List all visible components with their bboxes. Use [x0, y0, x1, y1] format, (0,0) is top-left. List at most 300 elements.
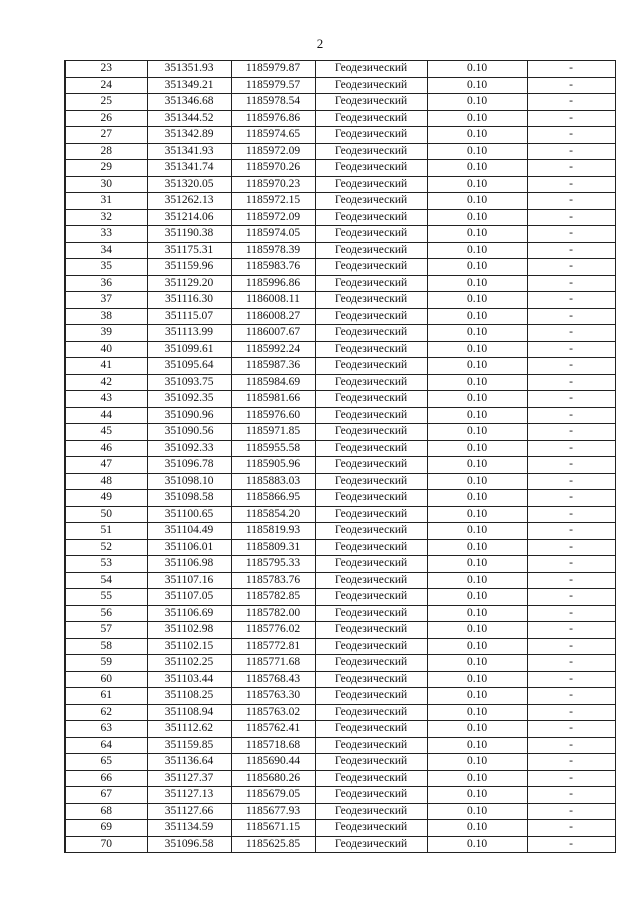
- x-coordinate-cell: 351100.65: [147, 506, 231, 523]
- point-number-cell: 35: [65, 259, 147, 276]
- note-cell: -: [527, 556, 615, 573]
- table-row: [65, 556, 615, 573]
- coordinates-table: [64, 60, 616, 853]
- method-cell: Геодезический: [315, 704, 427, 721]
- y-coordinate-cell: 1185782.85: [231, 589, 315, 606]
- accuracy-cell: 0.10: [427, 754, 527, 771]
- point-number-cell: 40: [65, 341, 147, 358]
- x-coordinate-cell: 351102.15: [147, 638, 231, 655]
- note-cell: -: [527, 473, 615, 490]
- method-cell: Геодезический: [315, 325, 427, 342]
- point-number-cell: 23: [65, 61, 147, 78]
- y-coordinate-cell: 1185771.68: [231, 655, 315, 672]
- method-cell: Геодезический: [315, 424, 427, 441]
- note-cell: -: [527, 275, 615, 292]
- y-coordinate-cell: 1185970.23: [231, 176, 315, 193]
- note-cell: -: [527, 242, 615, 259]
- point-number-cell: 36: [65, 275, 147, 292]
- point-number-cell: 53: [65, 556, 147, 573]
- x-coordinate-cell: 351129.20: [147, 275, 231, 292]
- y-coordinate-cell: 1185905.96: [231, 457, 315, 474]
- point-number-cell: 43: [65, 391, 147, 408]
- note-cell: -: [527, 325, 615, 342]
- accuracy-cell: 0.10: [427, 638, 527, 655]
- x-coordinate-cell: 351159.85: [147, 737, 231, 754]
- accuracy-cell: 0.10: [427, 407, 527, 424]
- x-coordinate-cell: 351095.64: [147, 358, 231, 375]
- x-coordinate-cell: 351344.52: [147, 110, 231, 127]
- table-row: [65, 803, 615, 820]
- y-coordinate-cell: 1185809.31: [231, 539, 315, 556]
- point-number-cell: 31: [65, 193, 147, 210]
- y-coordinate-cell: 1185996.86: [231, 275, 315, 292]
- accuracy-cell: 0.10: [427, 226, 527, 243]
- table-row: [65, 622, 615, 639]
- method-cell: Геодезический: [315, 308, 427, 325]
- note-cell: -: [527, 440, 615, 457]
- x-coordinate-cell: 351175.31: [147, 242, 231, 259]
- method-cell: Геодезический: [315, 836, 427, 853]
- method-cell: Геодезический: [315, 292, 427, 309]
- method-cell: Геодезический: [315, 391, 427, 408]
- accuracy-cell: 0.10: [427, 275, 527, 292]
- note-cell: -: [527, 787, 615, 804]
- accuracy-cell: 0.10: [427, 490, 527, 507]
- table-row: [65, 440, 615, 457]
- method-cell: Геодезический: [315, 803, 427, 820]
- note-cell: -: [527, 754, 615, 771]
- table-row: [65, 176, 615, 193]
- note-cell: -: [527, 803, 615, 820]
- table-row: [65, 572, 615, 589]
- method-cell: Геодезический: [315, 143, 427, 160]
- y-coordinate-cell: 1185718.68: [231, 737, 315, 754]
- note-cell: -: [527, 143, 615, 160]
- method-cell: Геодезический: [315, 572, 427, 589]
- x-coordinate-cell: 351096.58: [147, 836, 231, 853]
- note-cell: -: [527, 820, 615, 837]
- point-number-cell: 60: [65, 671, 147, 688]
- method-cell: Геодезический: [315, 374, 427, 391]
- x-coordinate-cell: 351106.01: [147, 539, 231, 556]
- table-row: [65, 671, 615, 688]
- accuracy-cell: 0.10: [427, 671, 527, 688]
- accuracy-cell: 0.10: [427, 127, 527, 144]
- point-number-cell: 25: [65, 94, 147, 111]
- table-row: [65, 787, 615, 804]
- y-coordinate-cell: 1185981.66: [231, 391, 315, 408]
- note-cell: -: [527, 308, 615, 325]
- x-coordinate-cell: 351102.98: [147, 622, 231, 639]
- accuracy-cell: 0.10: [427, 160, 527, 177]
- method-cell: Геодезический: [315, 341, 427, 358]
- point-number-cell: 34: [65, 242, 147, 259]
- x-coordinate-cell: 351106.69: [147, 605, 231, 622]
- x-coordinate-cell: 351103.44: [147, 671, 231, 688]
- note-cell: -: [527, 176, 615, 193]
- note-cell: -: [527, 688, 615, 705]
- table-row: [65, 275, 615, 292]
- note-cell: -: [527, 226, 615, 243]
- point-number-cell: 65: [65, 754, 147, 771]
- method-cell: Геодезический: [315, 259, 427, 276]
- y-coordinate-cell: 1186007.67: [231, 325, 315, 342]
- point-number-cell: 32: [65, 209, 147, 226]
- note-cell: -: [527, 704, 615, 721]
- x-coordinate-cell: 351115.07: [147, 308, 231, 325]
- note-cell: -: [527, 292, 615, 309]
- note-cell: -: [527, 424, 615, 441]
- point-number-cell: 46: [65, 440, 147, 457]
- point-number-cell: 66: [65, 770, 147, 787]
- method-cell: Геодезический: [315, 440, 427, 457]
- note-cell: -: [527, 638, 615, 655]
- table-row: [65, 374, 615, 391]
- method-cell: Геодезический: [315, 820, 427, 837]
- y-coordinate-cell: 1185795.33: [231, 556, 315, 573]
- point-number-cell: 49: [65, 490, 147, 507]
- table-row: [65, 638, 615, 655]
- x-coordinate-cell: 351351.93: [147, 61, 231, 78]
- note-cell: -: [527, 193, 615, 210]
- y-coordinate-cell: 1185983.76: [231, 259, 315, 276]
- method-cell: Геодезический: [315, 506, 427, 523]
- accuracy-cell: 0.10: [427, 341, 527, 358]
- point-number-cell: 38: [65, 308, 147, 325]
- method-cell: Геодезический: [315, 61, 427, 78]
- note-cell: -: [527, 622, 615, 639]
- method-cell: Геодезический: [315, 473, 427, 490]
- method-cell: Геодезический: [315, 671, 427, 688]
- point-number-cell: 55: [65, 589, 147, 606]
- note-cell: -: [527, 259, 615, 276]
- y-coordinate-cell: 1185854.20: [231, 506, 315, 523]
- note-cell: -: [527, 127, 615, 144]
- accuracy-cell: 0.10: [427, 803, 527, 820]
- x-coordinate-cell: 351159.96: [147, 259, 231, 276]
- point-number-cell: 26: [65, 110, 147, 127]
- point-number-cell: 28: [65, 143, 147, 160]
- table-row: [65, 391, 615, 408]
- y-coordinate-cell: 1185625.85: [231, 836, 315, 853]
- accuracy-cell: 0.10: [427, 358, 527, 375]
- note-cell: -: [527, 737, 615, 754]
- accuracy-cell: 0.10: [427, 457, 527, 474]
- method-cell: Геодезический: [315, 209, 427, 226]
- x-coordinate-cell: 351341.93: [147, 143, 231, 160]
- table-row: [65, 820, 615, 837]
- point-number-cell: 59: [65, 655, 147, 672]
- accuracy-cell: 0.10: [427, 572, 527, 589]
- point-number-cell: 45: [65, 424, 147, 441]
- accuracy-cell: 0.10: [427, 209, 527, 226]
- x-coordinate-cell: 351104.49: [147, 523, 231, 540]
- point-number-cell: 51: [65, 523, 147, 540]
- y-coordinate-cell: 1185776.02: [231, 622, 315, 639]
- accuracy-cell: 0.10: [427, 787, 527, 804]
- y-coordinate-cell: 1185979.87: [231, 61, 315, 78]
- method-cell: Геодезический: [315, 688, 427, 705]
- table-row: [65, 341, 615, 358]
- accuracy-cell: 0.10: [427, 110, 527, 127]
- x-coordinate-cell: 351349.21: [147, 77, 231, 94]
- table-row: [65, 737, 615, 754]
- y-coordinate-cell: 1185671.15: [231, 820, 315, 837]
- table-row: [65, 127, 615, 144]
- method-cell: Геодезический: [315, 176, 427, 193]
- method-cell: Геодезический: [315, 275, 427, 292]
- table-row: [65, 589, 615, 606]
- accuracy-cell: 0.10: [427, 506, 527, 523]
- x-coordinate-cell: 351127.66: [147, 803, 231, 820]
- table-row: [65, 358, 615, 375]
- accuracy-cell: 0.10: [427, 292, 527, 309]
- y-coordinate-cell: 1185970.26: [231, 160, 315, 177]
- table-row: [65, 770, 615, 787]
- table-row: [65, 143, 615, 160]
- note-cell: -: [527, 671, 615, 688]
- table-row: [65, 506, 615, 523]
- x-coordinate-cell: 351320.05: [147, 176, 231, 193]
- y-coordinate-cell: 1185679.05: [231, 787, 315, 804]
- table-row: [65, 424, 615, 441]
- method-cell: Геодезический: [315, 490, 427, 507]
- point-number-cell: 54: [65, 572, 147, 589]
- accuracy-cell: 0.10: [427, 704, 527, 721]
- method-cell: Геодезический: [315, 655, 427, 672]
- accuracy-cell: 0.10: [427, 820, 527, 837]
- method-cell: Геодезический: [315, 110, 427, 127]
- note-cell: -: [527, 589, 615, 606]
- point-number-cell: 33: [65, 226, 147, 243]
- table-row: [65, 523, 615, 540]
- method-cell: Геодезический: [315, 622, 427, 639]
- table-row: [65, 77, 615, 94]
- note-cell: -: [527, 209, 615, 226]
- note-cell: -: [527, 539, 615, 556]
- table-row: [65, 110, 615, 127]
- note-cell: -: [527, 407, 615, 424]
- point-number-cell: 64: [65, 737, 147, 754]
- accuracy-cell: 0.10: [427, 325, 527, 342]
- method-cell: Геодезический: [315, 539, 427, 556]
- point-number-cell: 52: [65, 539, 147, 556]
- point-number-cell: 56: [65, 605, 147, 622]
- x-coordinate-cell: 351092.35: [147, 391, 231, 408]
- y-coordinate-cell: 1185762.41: [231, 721, 315, 738]
- accuracy-cell: 0.10: [427, 655, 527, 672]
- note-cell: -: [527, 358, 615, 375]
- table-row: [65, 605, 615, 622]
- point-number-cell: 68: [65, 803, 147, 820]
- table-row: [65, 259, 615, 276]
- accuracy-cell: 0.10: [427, 473, 527, 490]
- note-cell: -: [527, 77, 615, 94]
- accuracy-cell: 0.10: [427, 391, 527, 408]
- y-coordinate-cell: 1185978.54: [231, 94, 315, 111]
- y-coordinate-cell: 1185974.65: [231, 127, 315, 144]
- x-coordinate-cell: 351342.89: [147, 127, 231, 144]
- table-row: [65, 655, 615, 672]
- x-coordinate-cell: 351112.62: [147, 721, 231, 738]
- x-coordinate-cell: 351108.94: [147, 704, 231, 721]
- table-row: [65, 325, 615, 342]
- table-row: [65, 704, 615, 721]
- note-cell: -: [527, 457, 615, 474]
- note-cell: -: [527, 391, 615, 408]
- table-row: [65, 160, 615, 177]
- page-number: 2: [316, 36, 324, 51]
- point-number-cell: 24: [65, 77, 147, 94]
- point-number-cell: 67: [65, 787, 147, 804]
- y-coordinate-cell: 1185677.93: [231, 803, 315, 820]
- note-cell: -: [527, 605, 615, 622]
- accuracy-cell: 0.10: [427, 737, 527, 754]
- y-coordinate-cell: 1185768.43: [231, 671, 315, 688]
- method-cell: Геодезический: [315, 457, 427, 474]
- x-coordinate-cell: 351107.05: [147, 589, 231, 606]
- method-cell: Геодезический: [315, 605, 427, 622]
- table-row: [65, 473, 615, 490]
- table-row: [65, 94, 615, 111]
- accuracy-cell: 0.10: [427, 440, 527, 457]
- point-number-cell: 47: [65, 457, 147, 474]
- accuracy-cell: 0.10: [427, 523, 527, 540]
- method-cell: Геодезический: [315, 358, 427, 375]
- note-cell: -: [527, 572, 615, 589]
- x-coordinate-cell: 351262.13: [147, 193, 231, 210]
- method-cell: Геодезический: [315, 770, 427, 787]
- y-coordinate-cell: 1186008.27: [231, 308, 315, 325]
- y-coordinate-cell: 1185984.69: [231, 374, 315, 391]
- accuracy-cell: 0.10: [427, 605, 527, 622]
- y-coordinate-cell: 1185680.26: [231, 770, 315, 787]
- note-cell: -: [527, 523, 615, 540]
- x-coordinate-cell: 351108.25: [147, 688, 231, 705]
- point-number-cell: 70: [65, 836, 147, 853]
- x-coordinate-cell: 351214.06: [147, 209, 231, 226]
- method-cell: Геодезический: [315, 737, 427, 754]
- note-cell: -: [527, 341, 615, 358]
- point-number-cell: 42: [65, 374, 147, 391]
- table-row: [65, 61, 615, 78]
- method-cell: Геодезический: [315, 94, 427, 111]
- note-cell: -: [527, 160, 615, 177]
- accuracy-cell: 0.10: [427, 94, 527, 111]
- y-coordinate-cell: 1185783.76: [231, 572, 315, 589]
- accuracy-cell: 0.10: [427, 539, 527, 556]
- accuracy-cell: 0.10: [427, 259, 527, 276]
- y-coordinate-cell: 1185972.15: [231, 193, 315, 210]
- note-cell: -: [527, 61, 615, 78]
- table-row: [65, 490, 615, 507]
- point-number-cell: 63: [65, 721, 147, 738]
- note-cell: -: [527, 374, 615, 391]
- x-coordinate-cell: 351092.33: [147, 440, 231, 457]
- x-coordinate-cell: 351107.16: [147, 572, 231, 589]
- y-coordinate-cell: 1185972.09: [231, 209, 315, 226]
- coordinates-table-body: [65, 61, 615, 853]
- y-coordinate-cell: 1185979.57: [231, 77, 315, 94]
- method-cell: Геодезический: [315, 589, 427, 606]
- x-coordinate-cell: 351102.25: [147, 655, 231, 672]
- method-cell: Геодезический: [315, 160, 427, 177]
- y-coordinate-cell: 1185972.09: [231, 143, 315, 160]
- point-number-cell: 50: [65, 506, 147, 523]
- accuracy-cell: 0.10: [427, 308, 527, 325]
- x-coordinate-cell: 351341.74: [147, 160, 231, 177]
- table-row: [65, 407, 615, 424]
- x-coordinate-cell: 351090.96: [147, 407, 231, 424]
- method-cell: Геодезический: [315, 193, 427, 210]
- point-number-cell: 61: [65, 688, 147, 705]
- table-row: [65, 539, 615, 556]
- x-coordinate-cell: 351090.56: [147, 424, 231, 441]
- note-cell: -: [527, 655, 615, 672]
- point-number-cell: 30: [65, 176, 147, 193]
- accuracy-cell: 0.10: [427, 589, 527, 606]
- y-coordinate-cell: 1185971.85: [231, 424, 315, 441]
- point-number-cell: 69: [65, 820, 147, 837]
- point-number-cell: 44: [65, 407, 147, 424]
- point-number-cell: 57: [65, 622, 147, 639]
- accuracy-cell: 0.10: [427, 176, 527, 193]
- x-coordinate-cell: 351136.64: [147, 754, 231, 771]
- x-coordinate-cell: 351134.59: [147, 820, 231, 837]
- accuracy-cell: 0.10: [427, 193, 527, 210]
- table-row: [65, 721, 615, 738]
- y-coordinate-cell: 1185690.44: [231, 754, 315, 771]
- accuracy-cell: 0.10: [427, 242, 527, 259]
- note-cell: -: [527, 110, 615, 127]
- table-row: [65, 226, 615, 243]
- table-row: [65, 754, 615, 771]
- y-coordinate-cell: 1186008.11: [231, 292, 315, 309]
- table-row: [65, 209, 615, 226]
- y-coordinate-cell: 1185976.60: [231, 407, 315, 424]
- x-coordinate-cell: 351127.37: [147, 770, 231, 787]
- table-row: [65, 688, 615, 705]
- method-cell: Геодезический: [315, 242, 427, 259]
- table-row: [65, 292, 615, 309]
- x-coordinate-cell: 351106.98: [147, 556, 231, 573]
- y-coordinate-cell: 1185987.36: [231, 358, 315, 375]
- y-coordinate-cell: 1185866.95: [231, 490, 315, 507]
- accuracy-cell: 0.10: [427, 688, 527, 705]
- x-coordinate-cell: 351127.13: [147, 787, 231, 804]
- method-cell: Геодезический: [315, 638, 427, 655]
- method-cell: Геодезический: [315, 77, 427, 94]
- point-number-cell: 58: [65, 638, 147, 655]
- point-number-cell: 48: [65, 473, 147, 490]
- point-number-cell: 39: [65, 325, 147, 342]
- method-cell: Геодезический: [315, 556, 427, 573]
- accuracy-cell: 0.10: [427, 721, 527, 738]
- y-coordinate-cell: 1185974.05: [231, 226, 315, 243]
- accuracy-cell: 0.10: [427, 556, 527, 573]
- y-coordinate-cell: 1185772.81: [231, 638, 315, 655]
- accuracy-cell: 0.10: [427, 424, 527, 441]
- y-coordinate-cell: 1185883.03: [231, 473, 315, 490]
- y-coordinate-cell: 1185978.39: [231, 242, 315, 259]
- note-cell: -: [527, 506, 615, 523]
- accuracy-cell: 0.10: [427, 622, 527, 639]
- accuracy-cell: 0.10: [427, 836, 527, 853]
- method-cell: Геодезический: [315, 226, 427, 243]
- y-coordinate-cell: 1185763.30: [231, 688, 315, 705]
- accuracy-cell: 0.10: [427, 61, 527, 78]
- note-cell: -: [527, 770, 615, 787]
